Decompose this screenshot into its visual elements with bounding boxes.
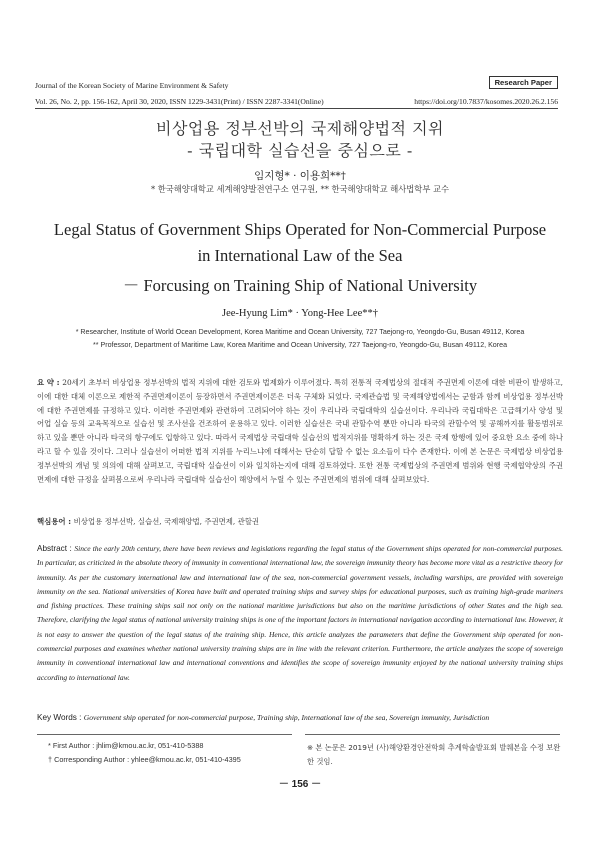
- header-divider: [35, 108, 558, 109]
- korean-abstract: [37, 376, 563, 486]
- page-number: － 156 －: [278, 779, 322, 790]
- first-author-footnote: * First Author : jhlim@kmou.ac.kr, 051-410-5388: [48, 741, 204, 750]
- volume-info: Vol. 26, No. 2, pp. 156-162, April 30, 2020, ISSN 1229-3431(Print) / ISSN 2287-3341(Online): [35, 97, 324, 106]
- korean-keywords-text: 비상업용 정부선박, 실습선, 국제해양법, 주권면제, 관할권: [73, 517, 260, 526]
- journal-name: Journal of the Korean Society of Marine Environment & Safety: [35, 81, 229, 90]
- english-keywords: [37, 713, 563, 722]
- korean-subtitle: - 국립대학 실습선을 중심으로 -: [187, 141, 413, 160]
- english-subtitle: － Forcusing on Training Ship of National University: [122, 276, 478, 295]
- korean-keywords-label: 핵심용어 :: [37, 517, 74, 526]
- english-abstract: [37, 542, 563, 685]
- english-title-line2: in International Law of the Sea: [197, 246, 403, 265]
- doi-link[interactable]: https://doi.org/10.7837/kosomes.2020.26.2.156: [414, 97, 558, 106]
- korean-affiliation: * 한국해양대학교 세계해양발전연구소 연구원, ** 한국해양대학교 해사법학부 교수: [150, 184, 450, 194]
- english-title-line1: Legal Status of Government Ships Operated for Non-Commercial Purpose: [53, 220, 547, 239]
- english-authors: Jee-Hyung Lim* · Yong-Hee Lee**†: [221, 308, 378, 319]
- presentation-note-footnote: ※ 본 논문은 2019년 (사)해양환경안전학회 추계학술발표회 발췌본을 수정 보완한 것임.: [307, 743, 561, 766]
- english-keywords-text: Government ship operated for non-commercial purpose, Training ship, International law of the sea, Sovereign immunity, Jurisdiction: [83, 713, 490, 722]
- english-affiliation-1: * Researcher, Institute of World Ocean Development, Korea Maritime and Ocean University, 727 Taejong-ro, Yeongdo-Gu, Busan 49112, Korea: [75, 328, 525, 336]
- korean-abstract-text: 20세기 초부터 비상업용 정부선박의 법적 지위에 대한 검토와 법제화가 이루어졌다. 특히 전통적 국제법상의 절대적 주권면제 이론에 대한 비판이 발생하고, 이에 대한 대체 이론으로 제한적 주권면제이론이 등장하면서 주권면제이론은 더욱 구체화 되었다. 국제관습법 및 국제해양법에서는 군함과 함께 비상업용 정부선박에 대한 주권면제를 규정하고 있다. 이러한 주권면제와 관련하여 고려되어야 하는 것이 우리나라 국립대학의 실습선이다. 우리나라 국립대학은 고급해기사 양성 및 어업 실습 등의 교육목적으로 실습선 및 조사선을 건조하여 운용하고 있다. 이러한 실습선은 국내 관할수역 뿐만 아니라 타국의 관할수역 및 공해까지를 활동범위로 하고 있을 뿐만 아니라 타국의 항구에도 입항하고 있다. 따라서 국제법상 국립대학 실습선의 법적지위를 명확하게 하는 것은 국제 항행에 있어 중요한 요소 중에 하나라고 할 수 있을 것이다. 그러나 실습선이 어떠한 법적 지위를 누리느냐에 대해서는 단순히 답할 수 없는 요소들이 다수 존재한다. 이에 본 논문은 국제법상 비상업용 정부선박의 개념 및 의의에 대해 살펴보고, 국립대학 실습선이 이와 일치하는지에 대해 검토하였다. 또한 전통 국제법상의 주권면제 범위와 현행 국제협약상의 주권면제에 대한 규정을 살펴봄으로써 우리나라 국립대학 실습선이 해양에서 누릴 수 있는 주권면제의 범위에 대해 살펴보았다.: [37, 378, 563, 484]
- english-affiliation-2: ** Professor, Department of Maritime Law, Korea Maritime and Ocean University, 727 Taejong-ro, Yeongdo-Gu, Busan 49112, Korea: [92, 341, 508, 349]
- korean-keywords: [37, 516, 563, 527]
- korean-title: 비상업용 정부선박의 국제해양법적 지위: [155, 119, 444, 138]
- korean-abstract-label: 요 약 :: [37, 378, 63, 387]
- korean-authors: 임지형* · 이용희**†: [254, 170, 346, 182]
- footnote-divider-right: [305, 734, 560, 735]
- english-abstract-label: Abstract :: [37, 544, 75, 553]
- english-abstract-text: Since the early 20th century, there have been reviews and legislations regarding the legal status of the Government ships operated for non-commercial purposes. In particular, as criticized in the absolute theory of immunity in conventional international law, the sovereign immunity theory has become more vital as a restrictive theory for immunity. As per the customary international law and international law of the sea, non-commercial government vessels, including warships, are provided with sovereign immunity on the sea. National universities of Korea have built and operated training ships and survey ships for educational purposes, such as training high-grade mariners and fishing practices. These training ships sail not only on the national maritime jurisdictions but also on the maritime jurisdictions of other States and the high sea. Therefore, clarifying the legal status of national university training ships is one of the important factors in international navigation according to international law. However, it is not easy to answer the question of the legal status of the training ship. Hence, this article analyzes the parameters that define the Government ship operated for non-commercial purposes and examines whether national university training ships are in line with the relevant criterion. Furthermore, the article analyzes the scope of sovereign immunity in conventional international law and international conventions and identifies the scope of sovereign immunity enjoyed by the national university training ships according to international law.: [37, 544, 563, 682]
- corresponding-author-footnote: † Corresponding Author : yhlee@kmou.ac.kr, 051-410-4395: [48, 755, 241, 764]
- footnote-divider-left: [37, 734, 292, 735]
- english-keywords-label: Key Words :: [37, 713, 84, 722]
- research-paper-badge: Research Paper: [489, 76, 558, 89]
